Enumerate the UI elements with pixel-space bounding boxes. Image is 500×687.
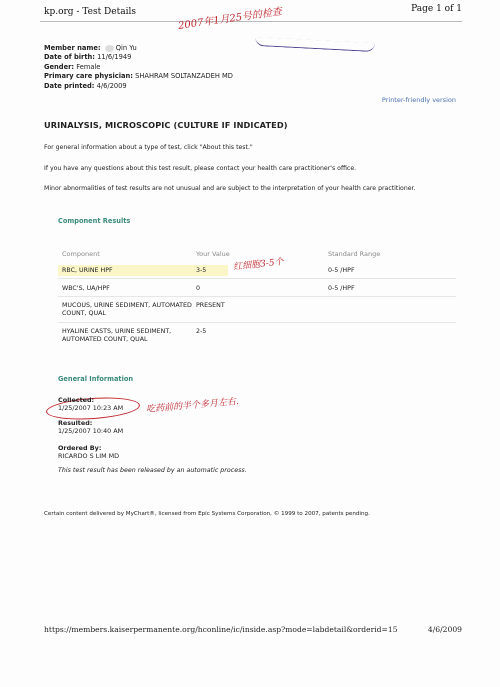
ordered-block: [58, 444, 119, 460]
gender-value: Female: [76, 62, 101, 71]
row-divider: [58, 296, 456, 297]
row-component: HYALINE CASTS, URINE SEDIMENT, AUTOMATED COUNT, QUAL: [62, 328, 172, 344]
column-header-component: Component: [62, 250, 100, 258]
page-number: Page 1 of 1: [411, 4, 462, 14]
info-paragraph-3: Minor abnormalities of test results are not unusual and are subject to the interpretation of your health care practitioner.: [44, 185, 416, 192]
column-header-range: Standard Range: [328, 250, 381, 258]
collected-block: [58, 396, 123, 412]
physician-label: Primary care physician:: [44, 72, 133, 81]
printer-friendly-link[interactable]: Printer-friendly version: [381, 96, 456, 104]
resulted-block: [58, 419, 123, 435]
collected-label: Collected:: [58, 396, 95, 404]
printed-label: Date printed:: [44, 81, 95, 90]
ordered-value: RICARDO S LIM MD: [58, 452, 120, 461]
general-info-heading: General Information: [58, 375, 134, 383]
dob-value: 11/6/1949: [97, 53, 132, 62]
row-component: MUCOUS, URINE SEDIMENT, AUTOMATED COUNT, QUAL: [62, 302, 192, 318]
row-range: 0-5 /HPF: [328, 285, 355, 292]
gender-label: Gender:: [44, 62, 75, 71]
patient-info: [44, 44, 233, 91]
row-divider: [58, 322, 456, 323]
page-url: https://members.kaiserpermanente.org/hconline/ic/inside.asp?mode=labdetail&orderid=15: [44, 625, 398, 634]
handwritten-note-top: 2007年1月25号的检查: [177, 6, 283, 32]
info-paragraph-2: If you have any questions about this test result, please contact your health care practitioner's office.: [44, 165, 357, 172]
physician-value: SHAHRAM SOLTANZADEH MD: [135, 72, 233, 81]
row-value: PRESENT: [196, 302, 225, 309]
info-paragraph-1: For general information about a type of test, click "About this test.": [44, 144, 253, 151]
row-range: 0-5 /HPF: [328, 267, 355, 274]
row-component: RBC, URINE HPF: [62, 267, 113, 274]
component-results-heading: Component Results: [58, 217, 131, 225]
member-name-label: Member name:: [44, 44, 101, 52]
page-header-title: kp.org - Test Details: [44, 7, 136, 17]
member-name: Qin Yu: [115, 44, 137, 52]
row-divider: [58, 278, 456, 279]
resulted-label: Resulted:: [58, 419, 93, 427]
test-title: URINALYSIS, MICROSCOPIC (CULTURE IF INDICATED): [44, 120, 288, 130]
auto-release-note: This test result has been released by an automatic process.: [58, 467, 247, 474]
avatar-blur: [105, 45, 114, 52]
resulted-value: 1/25/2007 10:40 AM: [58, 427, 124, 436]
collected-value: 1/25/2007 10:23 AM: [58, 404, 124, 413]
column-header-value: Your Value: [196, 250, 230, 258]
row-value: 2-5: [196, 328, 207, 335]
row-value: 3-5: [196, 267, 207, 274]
dob-label: Date of birth:: [44, 53, 95, 62]
row-value: 0: [196, 285, 201, 292]
printed-value: 4/6/2009: [96, 81, 127, 90]
copyright-note: Certain content delivered by MyChart®, licensed from Epic Systems Corporation, © 1999 to 2007, patents pending.: [44, 511, 370, 517]
handwritten-note-collected: 吃药前的半个多月左右.: [145, 396, 240, 416]
handwritten-underline: [255, 37, 375, 52]
ordered-label: Ordered By:: [58, 444, 102, 452]
footer-date: 4/6/2009: [427, 625, 462, 634]
handwritten-note-rbc: 红细胞3-5个: [232, 257, 285, 273]
row-component: WBC'S, UA/HPF: [62, 285, 110, 292]
